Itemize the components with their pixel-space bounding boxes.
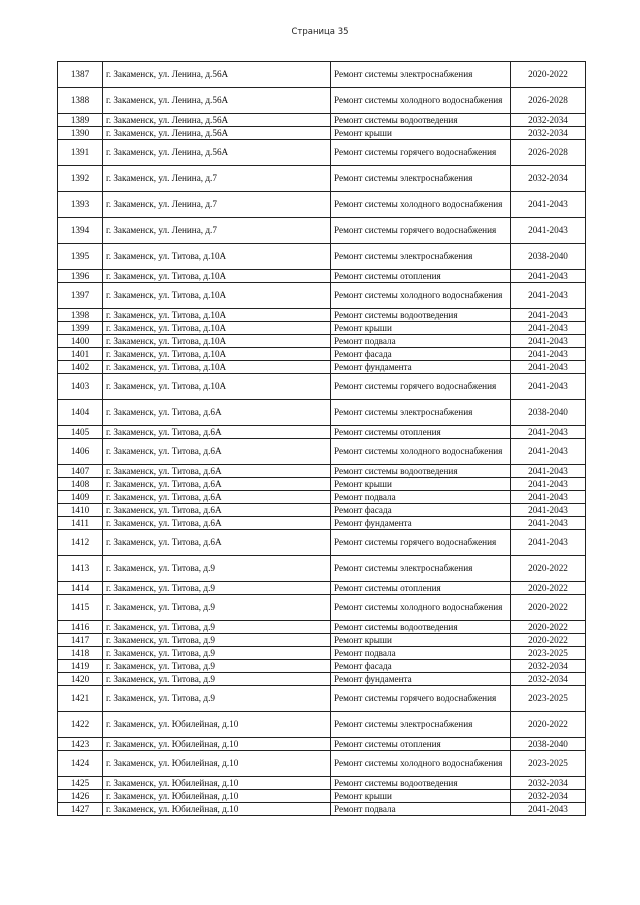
row-number: 1416 <box>58 621 103 634</box>
row-address: г. Закаменск, ул. Юбилейная, д.10 <box>103 803 331 816</box>
table-row <box>58 634 586 647</box>
table-row <box>58 270 586 283</box>
row-number: 1402 <box>58 361 103 374</box>
row-work-type: Ремонт фасада <box>331 348 511 361</box>
row-work-type: Ремонт крыши <box>331 478 511 491</box>
row-address: г. Закаменск, ул. Титова, д.9 <box>103 647 331 660</box>
row-period: 2041-2043 <box>511 192 586 218</box>
works-table <box>57 61 586 816</box>
row-number: 1415 <box>58 595 103 621</box>
row-address: г. Закаменск, ул. Ленина, д.56А <box>103 114 331 127</box>
works-table-body <box>58 62 586 816</box>
row-address: г. Закаменск, ул. Юбилейная, д.10 <box>103 712 331 738</box>
table-row <box>58 244 586 270</box>
row-work-type: Ремонт крыши <box>331 634 511 647</box>
row-period: 2020-2022 <box>511 582 586 595</box>
row-number: 1411 <box>58 517 103 530</box>
row-work-type: Ремонт системы горячего водоснабжения <box>331 530 511 556</box>
row-address: г. Закаменск, ул. Титова, д.9 <box>103 634 331 647</box>
row-address: г. Закаменск, ул. Титова, д.10А <box>103 361 331 374</box>
row-address: г. Закаменск, ул. Титова, д.10А <box>103 244 331 270</box>
row-period: 2041-2043 <box>511 361 586 374</box>
row-period: 2020-2022 <box>511 595 586 621</box>
table-row <box>58 88 586 114</box>
row-number: 1393 <box>58 192 103 218</box>
row-work-type: Ремонт системы холодного водоснабжения <box>331 439 511 465</box>
row-number: 1424 <box>58 751 103 777</box>
table-row <box>58 62 586 88</box>
table-row <box>58 803 586 816</box>
row-period: 2032-2034 <box>511 660 586 673</box>
row-address: г. Закаменск, ул. Титова, д.10А <box>103 322 331 335</box>
row-address: г. Закаменск, ул. Титова, д.9 <box>103 686 331 712</box>
table-row <box>58 582 586 595</box>
table-row <box>58 465 586 478</box>
page-header: Страница 35 <box>291 27 349 37</box>
row-work-type: Ремонт системы отопления <box>331 270 511 283</box>
row-address: г. Закаменск, ул. Юбилейная, д.10 <box>103 790 331 803</box>
row-work-type: Ремонт системы отопления <box>331 738 511 751</box>
table-row <box>58 140 586 166</box>
row-number: 1405 <box>58 426 103 439</box>
row-work-type: Ремонт системы горячего водоснабжения <box>331 686 511 712</box>
table-row <box>58 504 586 517</box>
row-address: г. Закаменск, ул. Ленина, д.56А <box>103 62 331 88</box>
row-period: 2032-2034 <box>511 127 586 140</box>
row-address: г. Закаменск, ул. Титова, д.6А <box>103 465 331 478</box>
row-number: 1403 <box>58 374 103 400</box>
row-address: г. Закаменск, ул. Ленина, д.56А <box>103 140 331 166</box>
row-work-type: Ремонт системы электроснабжения <box>331 712 511 738</box>
row-period: 2023-2025 <box>511 686 586 712</box>
row-work-type: Ремонт подвала <box>331 491 511 504</box>
row-address: г. Закаменск, ул. Ленина, д.56А <box>103 127 331 140</box>
table-row <box>58 127 586 140</box>
row-number: 1406 <box>58 439 103 465</box>
table-row <box>58 218 586 244</box>
row-period: 2041-2043 <box>511 374 586 400</box>
table-row <box>58 621 586 634</box>
row-period: 2020-2022 <box>511 62 586 88</box>
row-address: г. Закаменск, ул. Титова, д.6А <box>103 504 331 517</box>
row-period: 2032-2034 <box>511 777 586 790</box>
row-period: 2041-2043 <box>511 218 586 244</box>
row-address: г. Закаменск, ул. Титова, д.10А <box>103 309 331 322</box>
row-address: г. Закаменск, ул. Юбилейная, д.10 <box>103 751 331 777</box>
table-row <box>58 790 586 803</box>
table-row <box>58 530 586 556</box>
row-period: 2041-2043 <box>511 426 586 439</box>
row-work-type: Ремонт системы электроснабжения <box>331 62 511 88</box>
row-work-type: Ремонт системы холодного водоснабжения <box>331 595 511 621</box>
row-number: 1412 <box>58 530 103 556</box>
row-number: 1425 <box>58 777 103 790</box>
row-address: г. Закаменск, ул. Титова, д.10А <box>103 270 331 283</box>
row-period: 2023-2025 <box>511 751 586 777</box>
row-period: 2038-2040 <box>511 738 586 751</box>
row-number: 1394 <box>58 218 103 244</box>
row-period: 2032-2034 <box>511 166 586 192</box>
table-row <box>58 348 586 361</box>
row-work-type: Ремонт подвала <box>331 803 511 816</box>
row-number: 1390 <box>58 127 103 140</box>
row-period: 2041-2043 <box>511 322 586 335</box>
table-row <box>58 738 586 751</box>
row-address: г. Закаменск, ул. Титова, д.10А <box>103 374 331 400</box>
table-row <box>58 335 586 348</box>
row-period: 2032-2034 <box>511 790 586 803</box>
row-address: г. Закаменск, ул. Титова, д.9 <box>103 673 331 686</box>
row-number: 1423 <box>58 738 103 751</box>
row-period: 2038-2040 <box>511 400 586 426</box>
table-row <box>58 361 586 374</box>
row-address: г. Закаменск, ул. Ленина, д.7 <box>103 166 331 192</box>
table-row <box>58 192 586 218</box>
row-number: 1387 <box>58 62 103 88</box>
row-number: 1399 <box>58 322 103 335</box>
row-work-type: Ремонт системы отопления <box>331 582 511 595</box>
table-row <box>58 283 586 309</box>
row-number: 1388 <box>58 88 103 114</box>
row-period: 2041-2043 <box>511 530 586 556</box>
row-work-type: Ремонт системы холодного водоснабжения <box>331 192 511 218</box>
row-number: 1421 <box>58 686 103 712</box>
table-row <box>58 660 586 673</box>
row-number: 1396 <box>58 270 103 283</box>
row-number: 1395 <box>58 244 103 270</box>
row-number: 1427 <box>58 803 103 816</box>
row-period: 2032-2034 <box>511 673 586 686</box>
row-address: г. Закаменск, ул. Титова, д.6А <box>103 439 331 465</box>
row-number: 1413 <box>58 556 103 582</box>
row-address: г. Закаменск, ул. Титова, д.6А <box>103 426 331 439</box>
row-number: 1407 <box>58 465 103 478</box>
row-number: 1408 <box>58 478 103 491</box>
row-number: 1409 <box>58 491 103 504</box>
row-address: г. Закаменск, ул. Титова, д.9 <box>103 582 331 595</box>
row-address: г. Закаменск, ул. Титова, д.6А <box>103 491 331 504</box>
row-address: г. Закаменск, ул. Титова, д.6А <box>103 530 331 556</box>
table-row <box>58 322 586 335</box>
row-work-type: Ремонт системы отопления <box>331 426 511 439</box>
row-work-type: Ремонт фундамента <box>331 361 511 374</box>
row-address: г. Закаменск, ул. Титова, д.10А <box>103 335 331 348</box>
row-work-type: Ремонт системы холодного водоснабжения <box>331 88 511 114</box>
row-address: г. Закаменск, ул. Титова, д.10А <box>103 348 331 361</box>
row-address: г. Закаменск, ул. Ленина, д.56А <box>103 88 331 114</box>
row-address: г. Закаменск, ул. Титова, д.6А <box>103 478 331 491</box>
row-work-type: Ремонт системы холодного водоснабжения <box>331 751 511 777</box>
row-address: г. Закаменск, ул. Юбилейная, д.10 <box>103 738 331 751</box>
row-work-type: Ремонт системы водоотведения <box>331 621 511 634</box>
row-work-type: Ремонт фундамента <box>331 673 511 686</box>
table-row <box>58 309 586 322</box>
row-period: 2041-2043 <box>511 491 586 504</box>
row-work-type: Ремонт фундамента <box>331 517 511 530</box>
table-row <box>58 166 586 192</box>
row-address: г. Закаменск, ул. Титова, д.9 <box>103 556 331 582</box>
row-number: 1401 <box>58 348 103 361</box>
row-number: 1420 <box>58 673 103 686</box>
row-work-type: Ремонт системы электроснабжения <box>331 556 511 582</box>
row-work-type: Ремонт системы электроснабжения <box>331 166 511 192</box>
row-period: 2026-2028 <box>511 88 586 114</box>
table-row <box>58 751 586 777</box>
row-address: г. Закаменск, ул. Титова, д.10А <box>103 283 331 309</box>
row-work-type: Ремонт подвала <box>331 647 511 660</box>
row-address: г. Закаменск, ул. Титова, д.6А <box>103 400 331 426</box>
table-row <box>58 777 586 790</box>
row-work-type: Ремонт крыши <box>331 790 511 803</box>
row-work-type: Ремонт фасада <box>331 660 511 673</box>
table-row <box>58 491 586 504</box>
table-row <box>58 114 586 127</box>
row-work-type: Ремонт системы водоотведения <box>331 465 511 478</box>
row-period: 2041-2043 <box>511 465 586 478</box>
row-period: 2032-2034 <box>511 114 586 127</box>
row-work-type: Ремонт системы водоотведения <box>331 309 511 322</box>
table-row <box>58 374 586 400</box>
row-address: г. Закаменск, ул. Ленина, д.7 <box>103 218 331 244</box>
table-row <box>58 400 586 426</box>
row-address: г. Закаменск, ул. Ленина, д.7 <box>103 192 331 218</box>
row-period: 2020-2022 <box>511 634 586 647</box>
row-number: 1400 <box>58 335 103 348</box>
row-number: 1414 <box>58 582 103 595</box>
row-address: г. Закаменск, ул. Юбилейная, д.10 <box>103 777 331 790</box>
row-work-type: Ремонт системы электроснабжения <box>331 400 511 426</box>
row-number: 1419 <box>58 660 103 673</box>
row-number: 1404 <box>58 400 103 426</box>
table-row <box>58 439 586 465</box>
row-period: 2041-2043 <box>511 283 586 309</box>
table-row <box>58 517 586 530</box>
row-number: 1389 <box>58 114 103 127</box>
row-work-type: Ремонт системы электроснабжения <box>331 244 511 270</box>
row-number: 1398 <box>58 309 103 322</box>
row-work-type: Ремонт фасада <box>331 504 511 517</box>
row-period: 2041-2043 <box>511 309 586 322</box>
row-period: 2041-2043 <box>511 348 586 361</box>
row-work-type: Ремонт подвала <box>331 335 511 348</box>
table-row <box>58 478 586 491</box>
table-row <box>58 712 586 738</box>
row-period: 2038-2040 <box>511 244 586 270</box>
table-row <box>58 556 586 582</box>
row-number: 1410 <box>58 504 103 517</box>
row-work-type: Ремонт системы водоотведения <box>331 777 511 790</box>
row-period: 2041-2043 <box>511 478 586 491</box>
row-period: 2020-2022 <box>511 621 586 634</box>
row-address: г. Закаменск, ул. Титова, д.9 <box>103 660 331 673</box>
row-number: 1397 <box>58 283 103 309</box>
row-period: 2023-2025 <box>511 647 586 660</box>
row-period: 2041-2043 <box>511 270 586 283</box>
row-work-type: Ремонт системы горячего водоснабжения <box>331 140 511 166</box>
row-period: 2020-2022 <box>511 556 586 582</box>
row-work-type: Ремонт системы горячего водоснабжения <box>331 218 511 244</box>
row-period: 2026-2028 <box>511 140 586 166</box>
row-number: 1392 <box>58 166 103 192</box>
row-number: 1418 <box>58 647 103 660</box>
row-address: г. Закаменск, ул. Титова, д.9 <box>103 595 331 621</box>
row-work-type: Ремонт крыши <box>331 127 511 140</box>
table-row <box>58 426 586 439</box>
row-address: г. Закаменск, ул. Титова, д.9 <box>103 621 331 634</box>
row-work-type: Ремонт крыши <box>331 322 511 335</box>
row-number: 1391 <box>58 140 103 166</box>
table-row <box>58 673 586 686</box>
row-period: 2041-2043 <box>511 335 586 348</box>
row-work-type: Ремонт системы горячего водоснабжения <box>331 374 511 400</box>
row-work-type: Ремонт системы холодного водоснабжения <box>331 283 511 309</box>
row-period: 2041-2043 <box>511 803 586 816</box>
row-period: 2041-2043 <box>511 439 586 465</box>
row-number: 1417 <box>58 634 103 647</box>
row-address: г. Закаменск, ул. Титова, д.6А <box>103 517 331 530</box>
table-row <box>58 595 586 621</box>
row-number: 1422 <box>58 712 103 738</box>
row-period: 2041-2043 <box>511 504 586 517</box>
row-period: 2020-2022 <box>511 712 586 738</box>
table-row <box>58 647 586 660</box>
row-number: 1426 <box>58 790 103 803</box>
row-work-type: Ремонт системы водоотведения <box>331 114 511 127</box>
row-period: 2041-2043 <box>511 517 586 530</box>
table-row <box>58 686 586 712</box>
